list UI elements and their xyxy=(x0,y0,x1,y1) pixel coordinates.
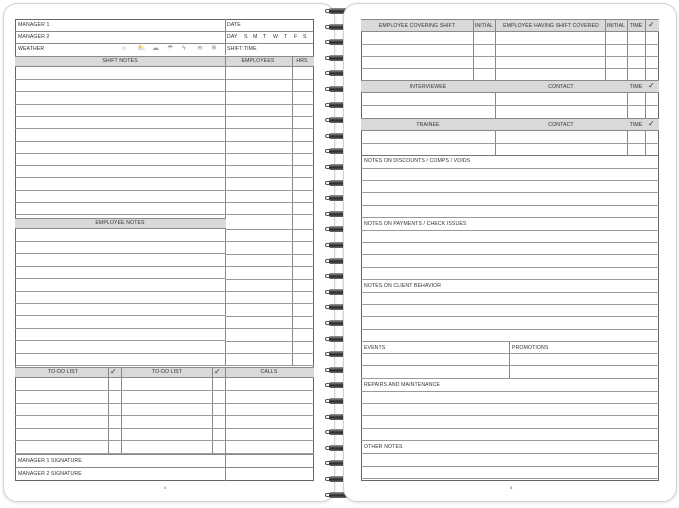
ruled-line xyxy=(15,415,314,416)
ruled-line xyxy=(361,205,659,206)
ruled-line xyxy=(361,267,659,268)
promotions-label: PROMOTIONS xyxy=(512,345,549,351)
manager2-signature-label: MANAGER 2 SIGNATURE xyxy=(18,471,82,477)
covering-label: EMPLOYEE COVERING SHIFT xyxy=(378,23,456,29)
ruled-line xyxy=(361,304,659,305)
ruled-line xyxy=(361,378,659,379)
initial2-label: INITIAL xyxy=(606,23,626,29)
hrs-label: HRS xyxy=(296,58,308,64)
ruled-line xyxy=(361,478,659,479)
other-notes-label: OTHER NOTES xyxy=(364,444,403,450)
ruled-line xyxy=(15,253,226,254)
day-sunday[interactable]: S xyxy=(244,34,248,40)
ruled-line xyxy=(15,177,314,178)
initial1-label: INITIAL xyxy=(474,23,494,29)
ruled-line xyxy=(361,466,659,467)
covered-check-icon: ✓ xyxy=(648,20,655,29)
ruled-line xyxy=(361,44,659,45)
ruled-line xyxy=(361,217,659,218)
ruled-line xyxy=(225,241,314,242)
storm-icon[interactable]: ϟ xyxy=(182,45,186,52)
ruled-line xyxy=(15,91,314,92)
ruled-line xyxy=(361,341,659,342)
ruled-line xyxy=(15,291,226,292)
discounts-label: NOTES ON DISCOUNTS / COMPS / VOIDS xyxy=(364,158,471,164)
ruled-line xyxy=(361,353,659,354)
sun-icon[interactable]: ☼ xyxy=(121,45,128,52)
ruled-line xyxy=(225,303,314,304)
ruled-line xyxy=(15,116,314,117)
ruled-line xyxy=(225,316,314,317)
ruled-line xyxy=(225,341,314,342)
ruled-line xyxy=(361,292,659,293)
ruled-line xyxy=(361,440,659,441)
ruled-line xyxy=(361,453,659,454)
trainee-header xyxy=(361,118,659,131)
manager2-label: MANAGER 2 xyxy=(18,34,50,40)
covered-label: EMPLOYEE HAVING SHIFT COVERED xyxy=(503,23,599,29)
ruled-line xyxy=(361,279,659,280)
interviewee-check-icon: ✓ xyxy=(648,81,655,90)
ruled-line xyxy=(225,328,314,329)
ruled-line xyxy=(15,303,226,304)
ruled-line xyxy=(15,390,314,391)
ruled-line xyxy=(225,229,314,230)
ruled-line xyxy=(15,241,226,242)
snow-icon[interactable]: ❄ xyxy=(211,45,217,52)
ruled-line xyxy=(15,365,226,366)
shift-notes-label: SHIFT NOTES xyxy=(102,58,138,64)
employees-label: EMPLOYEES xyxy=(241,58,275,64)
shift-time-label: SHIFT TIME xyxy=(227,46,257,52)
weather-label: WEATHER xyxy=(18,46,45,52)
ruled-line xyxy=(361,329,659,330)
ruled-line xyxy=(15,153,314,154)
ruled-line xyxy=(15,340,226,341)
page-number: 5 xyxy=(510,485,513,490)
page-number: 4 xyxy=(164,485,167,490)
interviewee-header xyxy=(361,80,659,93)
ruled-line xyxy=(361,56,659,57)
ruled-line xyxy=(225,266,314,267)
ruled-line xyxy=(361,230,659,231)
time1-label: TIME xyxy=(629,23,643,29)
day-saturday[interactable]: S xyxy=(303,34,307,40)
todo2-label: TO-DO LIST xyxy=(151,369,183,375)
ruled-line xyxy=(15,278,226,279)
todo2-check-icon: ✓ xyxy=(214,367,221,376)
interviewee-label: INTERVIEWEE xyxy=(409,84,447,90)
ruled-line xyxy=(15,315,226,316)
ruled-line xyxy=(361,403,659,404)
ruled-line xyxy=(15,128,314,129)
trainee-label: TRAINEE xyxy=(416,122,440,128)
ruled-line xyxy=(15,79,314,80)
day-thursday[interactable]: T xyxy=(284,34,288,40)
day-tuesday[interactable]: T xyxy=(263,34,267,40)
manager1-label: MANAGER 1 xyxy=(18,22,50,28)
date-label: DATE xyxy=(227,22,241,28)
ruled-line xyxy=(15,165,314,166)
day-friday[interactable]: F xyxy=(294,34,298,40)
calls-label: CALLS xyxy=(260,369,278,375)
ruled-line xyxy=(361,428,659,429)
ruled-line xyxy=(361,180,659,181)
left-form xyxy=(15,19,314,481)
ruled-line xyxy=(15,141,314,142)
ruled-line xyxy=(361,168,659,169)
ruled-line xyxy=(15,104,314,105)
ruled-line xyxy=(225,254,314,255)
ruled-line xyxy=(15,214,314,215)
day-monday[interactable]: M xyxy=(253,34,258,40)
ruled-line xyxy=(361,391,659,392)
ruled-line xyxy=(15,440,314,441)
ruled-line xyxy=(15,202,314,203)
ruled-line xyxy=(361,365,659,366)
day-wednesday[interactable]: W xyxy=(273,34,278,40)
ruled-line xyxy=(361,415,659,416)
ruled-line xyxy=(361,242,659,243)
wind-icon[interactable]: ≋ xyxy=(197,45,203,52)
cloud-icon[interactable]: ☁ xyxy=(152,45,159,52)
payments-label: NOTES ON PAYMENTS / CHECK ISSUES xyxy=(364,221,467,227)
day-label: DAY xyxy=(227,34,238,40)
ruled-line xyxy=(15,190,314,191)
contact2-label: CONTACT xyxy=(548,122,574,128)
ruled-line xyxy=(15,328,226,329)
rain-icon[interactable]: ☂ xyxy=(167,45,174,52)
contact1-label: CONTACT xyxy=(548,84,574,90)
client-behavior-label: NOTES ON CLIENT BEHAVIOR xyxy=(364,283,442,289)
ruled-line xyxy=(361,254,659,255)
ruled-line xyxy=(225,291,314,292)
ruled-line xyxy=(361,316,659,317)
time2-label: TIME xyxy=(629,84,643,90)
ruled-line xyxy=(15,403,314,404)
repairs-label: REPAIRS AND MAINTENANCE xyxy=(364,382,440,388)
ruled-line xyxy=(225,279,314,280)
todo1-check-icon: ✓ xyxy=(110,367,117,376)
ruled-line xyxy=(225,353,314,354)
ruled-line xyxy=(15,353,226,354)
todo1-label: TO-DO LIST xyxy=(47,369,79,375)
ruled-line xyxy=(15,428,314,429)
manager1-signature-label: MANAGER 1 SIGNATURE xyxy=(18,458,82,464)
trainee-check-icon: ✓ xyxy=(648,119,655,128)
ruled-line xyxy=(361,192,659,193)
events-label: EVENTS xyxy=(364,345,386,351)
ruled-line xyxy=(15,266,226,267)
employee-notes-label: EMPLOYEE NOTES xyxy=(95,220,145,226)
partly-cloudy-icon[interactable]: ⛅ xyxy=(137,45,146,52)
time3-label: TIME xyxy=(629,122,643,128)
ruled-line xyxy=(361,68,659,69)
